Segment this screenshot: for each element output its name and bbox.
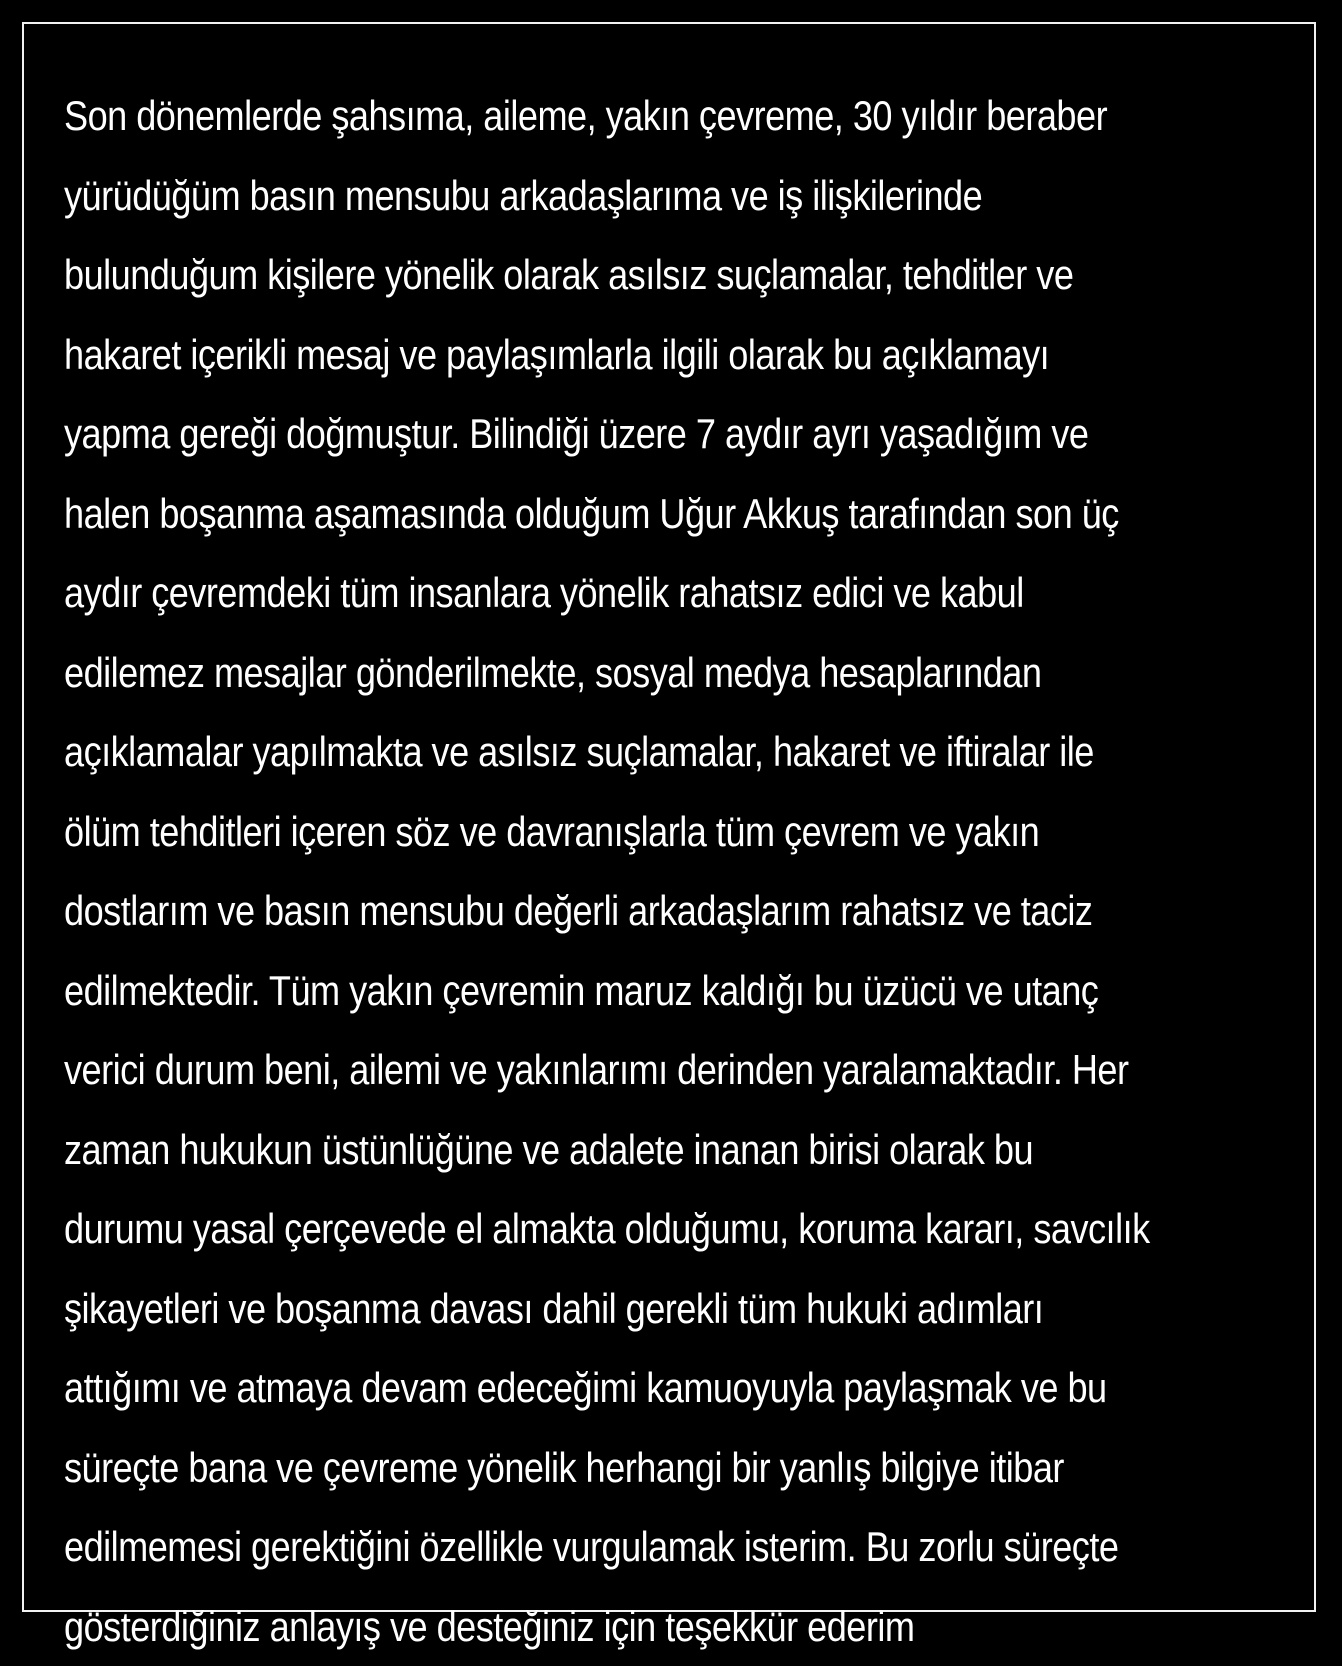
statement-line-8: edilemez mesajlar gönderilmekte, sosyal medya hesaplarından [64,633,1122,713]
statement-line-2: yürüdüğüm basın mensubu arkadaşlarıma ve iş ilişkilerinde [64,156,1122,236]
statement-line-19: edilmemesi gerektiğini özellikle vurgulamak isterim. Bu zorlu süreçte [64,1507,1122,1587]
statement-line-9: açıklamalar yapılmakta ve asılsız suçlamalar, hakaret ve iftiralar ile [64,712,1122,792]
statement-text [64,76,1294,1666]
statement-line-7: aydır çevremdeki tüm insanlara yönelik rahatsız edici ve kabul [64,553,1122,633]
statement-line-16: şikayetleri ve boşanma davası dahil gerekli tüm hukuki adımları [64,1269,1122,1349]
statement-line-6: halen boşanma aşamasında olduğum Uğur Akkuş tarafından son üç [64,474,1122,554]
statement-line-15: durumu yasal çerçevede el almakta olduğumu, koruma kararı, savcılık [64,1189,1122,1269]
statement-line-14: zaman hukukun üstünlüğüne ve adalete inanan birisi olarak bu [64,1110,1122,1190]
statement-line-5: yapma gereği doğmuştur. Bilindiği üzere 7 aydır ayrı yaşadığım ve [64,394,1122,474]
statement-line-13: verici durum beni, ailemi ve yakınlarımı derinden yaralamaktadır. Her [64,1030,1122,1110]
statement-frame [22,22,1316,1612]
statement-line-12: edilmektedir. Tüm yakın çevremin maruz kaldığı bu üzücü ve utanç [64,951,1122,1031]
statement-line-4: hakaret içerikli mesaj ve paylaşımlarla ilgili olarak bu açıklamayı [64,315,1122,395]
statement-line-17: attığımı ve atmaya devam edeceğimi kamuoyuyla paylaşmak ve bu [64,1348,1122,1428]
statement-line-11: dostlarım ve basın mensubu değerli arkadaşlarım rahatsız ve taciz [64,871,1122,951]
statement-line-3: bulunduğum kişilere yönelik olarak asılsız suçlamalar, tehditler ve [64,235,1122,315]
statement-line-18: süreçte bana ve çevreme yönelik herhangi bir yanlış bilgiye itibar [64,1428,1122,1508]
statement-line-10: ölüm tehditleri içeren söz ve davranışlarla tüm çevrem ve yakın [64,792,1122,872]
statement-line-20: gösterdiğiniz anlayış ve desteğiniz için teşekkür ederim [64,1587,1122,1666]
statement-line-1: Son dönemlerde şahsıma, aileme, yakın çevreme, 30 yıldır beraber [64,76,1122,156]
